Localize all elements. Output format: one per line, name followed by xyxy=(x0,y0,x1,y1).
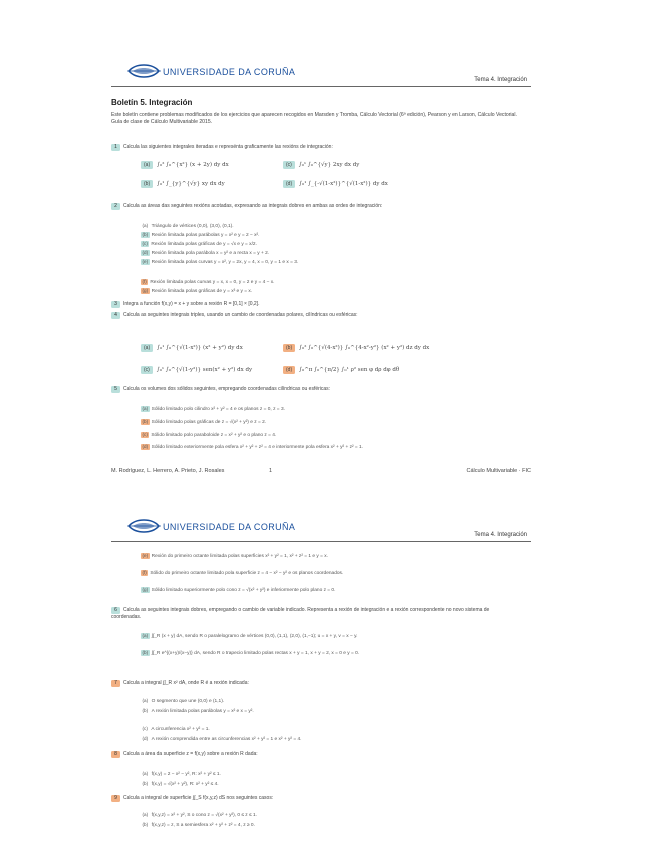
question-6 xyxy=(111,607,521,620)
q8-item-a: (a) f(x,y) = 2 − x² − y², R: x² + y² ≤ 1. xyxy=(142,771,221,777)
q2-item-b: (b) Rexión limitada polas parábolas y = x² e y = 2 − x². xyxy=(142,232,260,238)
question-number: 3 xyxy=(111,301,120,308)
q5-item-g: (g) Sólido limitado superiormente polo cono z = √(x² + y²) e inferiormente polo plano z = 0. xyxy=(142,587,336,593)
topic-label: Tema 4. Integración xyxy=(474,532,527,538)
question-number: 1 xyxy=(111,144,120,151)
question-text: Calcula os volumes dos sólidos seguintes, empregando coordenadas cilíndricas ou esféricas: xyxy=(123,386,331,392)
question-text: Calcula as seguintes integrais dobres, empregando o cambio de variable indicado. Representa a rexión de integración e a rexión correspondente no novo sistema de coordenadas. xyxy=(111,607,490,620)
question-8 xyxy=(111,751,521,758)
q6-item-b: (b) ∫∫_R e^{(x+y)/(x−y)} dA, sendo R o trapecio limitado polas rectas x + y = 1, x + y = 2, x = 0 e y = 0. xyxy=(142,650,360,656)
question-text: Integra a función f(x,y) = x + y sobre a rexión R = [0,1] × [0,2]. xyxy=(123,301,260,307)
question-7 xyxy=(111,680,249,687)
question-number: 6 xyxy=(111,607,120,614)
page-1 xyxy=(111,60,531,474)
q7-item-b: (b) A rexión limitada polas parábolas y = x² e x = y². xyxy=(142,708,254,714)
q1-item-a: (a) ∫₀² ∫₀^{x²} (x + 2y) dy dx xyxy=(141,161,229,169)
q7-item-d: (d) A rexión comprendida entre as circunferencias x² + y² = 1 e x² + y² = 4. xyxy=(142,736,302,742)
page-header xyxy=(111,515,531,545)
q9-item-a: (a) f(x,y,z) = x² + y², S o cono z = √(x² + y²), 0 ≤ z ≤ 1. xyxy=(142,812,257,818)
q1-item-d: (d) ∫₀¹ ∫_{-√(1-x²)}^{√(1-x²)} dy dx xyxy=(283,180,388,188)
question-3 xyxy=(111,301,259,308)
q8-item-b: (b) f(x,y) = √(x² + y²), R: x² + y² ≤ 4. xyxy=(142,781,219,787)
q4-item-a: (a) ∫₀¹ ∫₀^{√(1-x²)} (x² + y²) dy dx xyxy=(141,344,243,352)
q2-item-e: (e) Rexión limitada polas curvas y = x², y = 2x, y = 4, x = 0, y = 1 e x = 3. xyxy=(142,259,299,265)
page-header xyxy=(111,60,531,90)
q2-item-a: (a) Triángulo de vértices (0,0), (3,0), (0,1). xyxy=(142,223,234,229)
question-2 xyxy=(111,203,521,210)
university-name: UNIVERSIDADE DA CORUÑA xyxy=(163,522,296,532)
q6-item-a: (a) ∫∫_R (x + y) dA, sendo R o paralelogramo de vértices (0,0), (1,1), (2,0), (1,−1); u = x + y, v = x − y. xyxy=(142,633,358,639)
header-divider xyxy=(111,86,531,87)
question-number: 8 xyxy=(111,751,120,758)
university-logo-icon xyxy=(127,515,161,537)
q2-item-g: (g) Rexión limitada polas gráficas de y = x³ e y = x. xyxy=(142,288,253,294)
university-logo-icon xyxy=(127,60,161,82)
question-4 xyxy=(111,312,521,319)
question-1 xyxy=(111,144,333,151)
page-title: Boletín 5. Integración xyxy=(111,98,193,107)
question-number: 2 xyxy=(111,203,120,210)
question-number: 7 xyxy=(111,680,120,687)
question-number: 5 xyxy=(111,386,120,393)
q4-item-b: (b) ∫₀² ∫₀^{√(4-x²)} ∫₀^{4-x²-y²} (x² + y²) dz dy dx xyxy=(283,344,429,352)
university-name: UNIVERSIDADE DA CORUÑA xyxy=(163,67,296,77)
question-number: 9 xyxy=(111,795,120,802)
question-text: Calcula as seguintes integrais triples, usando un cambio de coordenadas polares, cilíndricas ou esféricas: xyxy=(123,312,358,318)
q4-item-d: (d) ∫₀^π ∫₀^{π/2} ∫₀¹ ρ² sen φ dρ dφ dθ xyxy=(283,366,399,374)
q1-item-b: (b) ∫₀¹ ∫_{y}^{√y} xy dx dy xyxy=(141,180,225,188)
q1-item-c: (c) ∫₀¹ ∫₀^{√y} 2xy dx dy xyxy=(283,161,359,169)
page-2 xyxy=(111,515,531,828)
topic-label: Tema 4. Integración xyxy=(474,77,527,83)
question-text: Calcula a integral de superficie ∫∫_S f(x,y,z) dS nos seguintes casos: xyxy=(123,795,274,801)
question-text: Calcula as áreas das seguintes rexións acotadas, expresando as integrais dobres en ambas as ordes de integración: xyxy=(123,203,383,209)
question-text: Calcula a área da superficie z = f(x,y) sobre a rexión R dada: xyxy=(123,751,258,757)
q5-item-b: (b) Sólido limitado polas gráficas de z = √(x² + y²) e z = 2. xyxy=(142,419,267,425)
q9-item-b: (b) f(x,y,z) = z, S a semiesfera x² + y² + z² = 4, z ≥ 0. xyxy=(142,822,255,828)
question-text: Calcula a integral ∫∫_R x² dA, onde R é a rexión indicada: xyxy=(123,680,249,686)
q7-item-a: (a) O segmento que une (0,0) e (1,1). xyxy=(142,698,225,704)
q2-item-d: (d) Rexión limitada pola parábola x = y² e a recta x = y + 2. xyxy=(142,250,270,256)
q5-item-a: (a) Sólido limitado polo cilindro x² + y² = 4 e os planos z = 0, z = 3. xyxy=(142,406,285,412)
header-divider xyxy=(111,541,531,542)
page-number: 1 xyxy=(269,468,273,474)
q2-item-c: (c) Rexión limitada polas gráficas de y = √x e y = x/2. xyxy=(142,241,257,247)
question-9 xyxy=(111,795,273,802)
q2-item-f: (f) Rexión limitada polas curvas y = x, x = 0, y = 2 e y = 4 − x. xyxy=(142,279,275,285)
q5-item-d: (d) Sólido limitado exteriormente pola esfera x² + y² + z² = 4 e interiormente pola esfera x² + y² + z² = 1. xyxy=(142,444,364,450)
footer-course: Cálculo Multivariable · FIC xyxy=(466,468,531,474)
q5-item-f: (f) Sólido do primeiro octante limitado pola superficie z = 4 − x² − y² e os planos coordenados. xyxy=(142,570,344,576)
question-5 xyxy=(111,386,521,393)
q5-item-e: (e) Rexión do primeiro octante limitada polas superficies x² + y² = 1, x² + z² = 1 e y = x. xyxy=(142,553,328,559)
q4-item-c: (c) ∫₀¹ ∫₀^{√(1-y²)} sen(x² + y²) dx dy xyxy=(141,366,252,374)
footer-authors: M. Rodríguez, L. Herrero, A. Prieto, J. Rosales xyxy=(111,468,225,474)
intro-paragraph: Este boletín contiene problemas modificados de los ejercicios que aparecen recogidos en Marsden y Tromba, Cálculo Vectorial (6ª edición), Pearson y en Larson, Cálculo Vectorial. Guía de clase de Cálculo Multivariable 2015. xyxy=(111,112,517,125)
q7-item-c: (c) A circunferencia x² + y² = 1. xyxy=(142,726,210,732)
q5-item-c: (c) Sólido limitado polo paraboloide z = x² + y² e o plano z = 4. xyxy=(142,432,277,438)
question-number: 4 xyxy=(111,312,120,319)
question-text: Calcula las siguientes integrales iteradas e represénta graficamente las rexións de integración: xyxy=(123,144,333,150)
